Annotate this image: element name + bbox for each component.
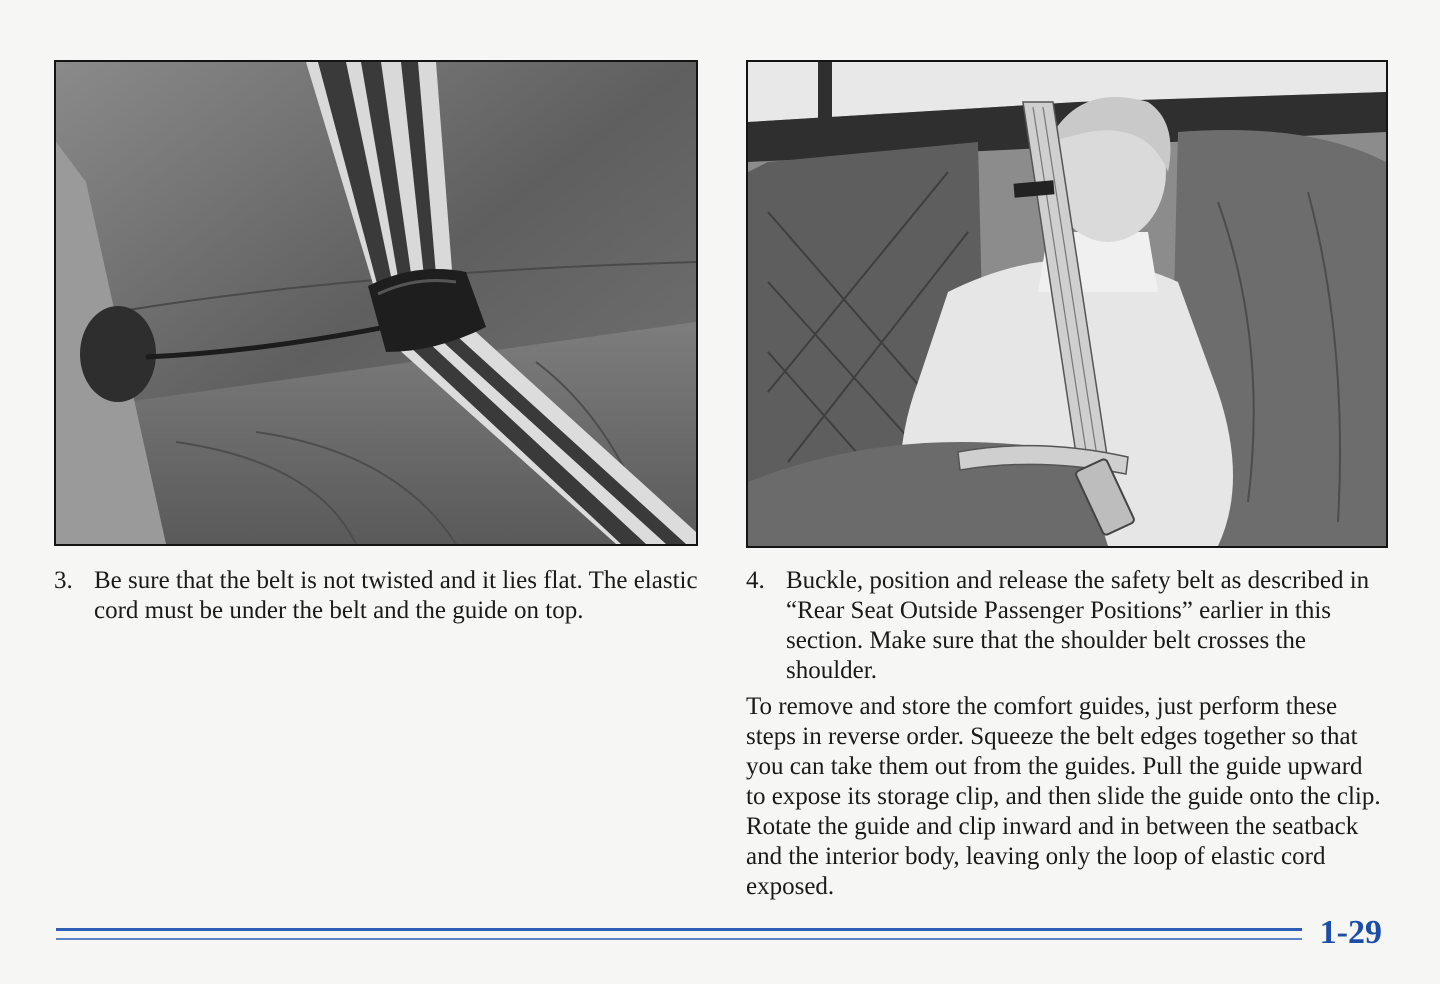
step-number: 4. (746, 567, 765, 594)
belt-guide-drawing (56, 62, 696, 544)
step-4 (746, 566, 1386, 686)
storage-instructions-paragraph: To remove and store the comfort guides, just perform these steps in reverse order. Squeeze the belt edges together so that you can take them out from the guides. Pull the guide upward to expose its storage clip, and then slide the guide onto the clip. Rotate the guide and clip inward and in between the seatback and the interior body, leaving only the loop of elastic cord exposed. (746, 693, 1381, 900)
step-text: Be sure that the belt is not twisted and it lies flat. The elastic cord must be under the belt and the guide on top. (94, 567, 698, 624)
footer-rule (56, 928, 1302, 931)
right-column (746, 566, 1386, 927)
step-3 (54, 566, 704, 626)
page-number: 1-29 (1319, 914, 1382, 951)
footer-rule-thin (56, 938, 1302, 940)
left-column (54, 566, 704, 626)
child-belt-illustration (746, 60, 1388, 548)
child-belt-drawing (748, 62, 1386, 546)
step-number: 3. (54, 567, 73, 594)
step-text: Buckle, position and release the safety belt as described in “Rear Seat Outside Passenger Positions” earlier in this section. Make sure that the shoulder belt crosses the shoulder. (786, 567, 1370, 684)
belt-guide-illustration (54, 60, 698, 546)
